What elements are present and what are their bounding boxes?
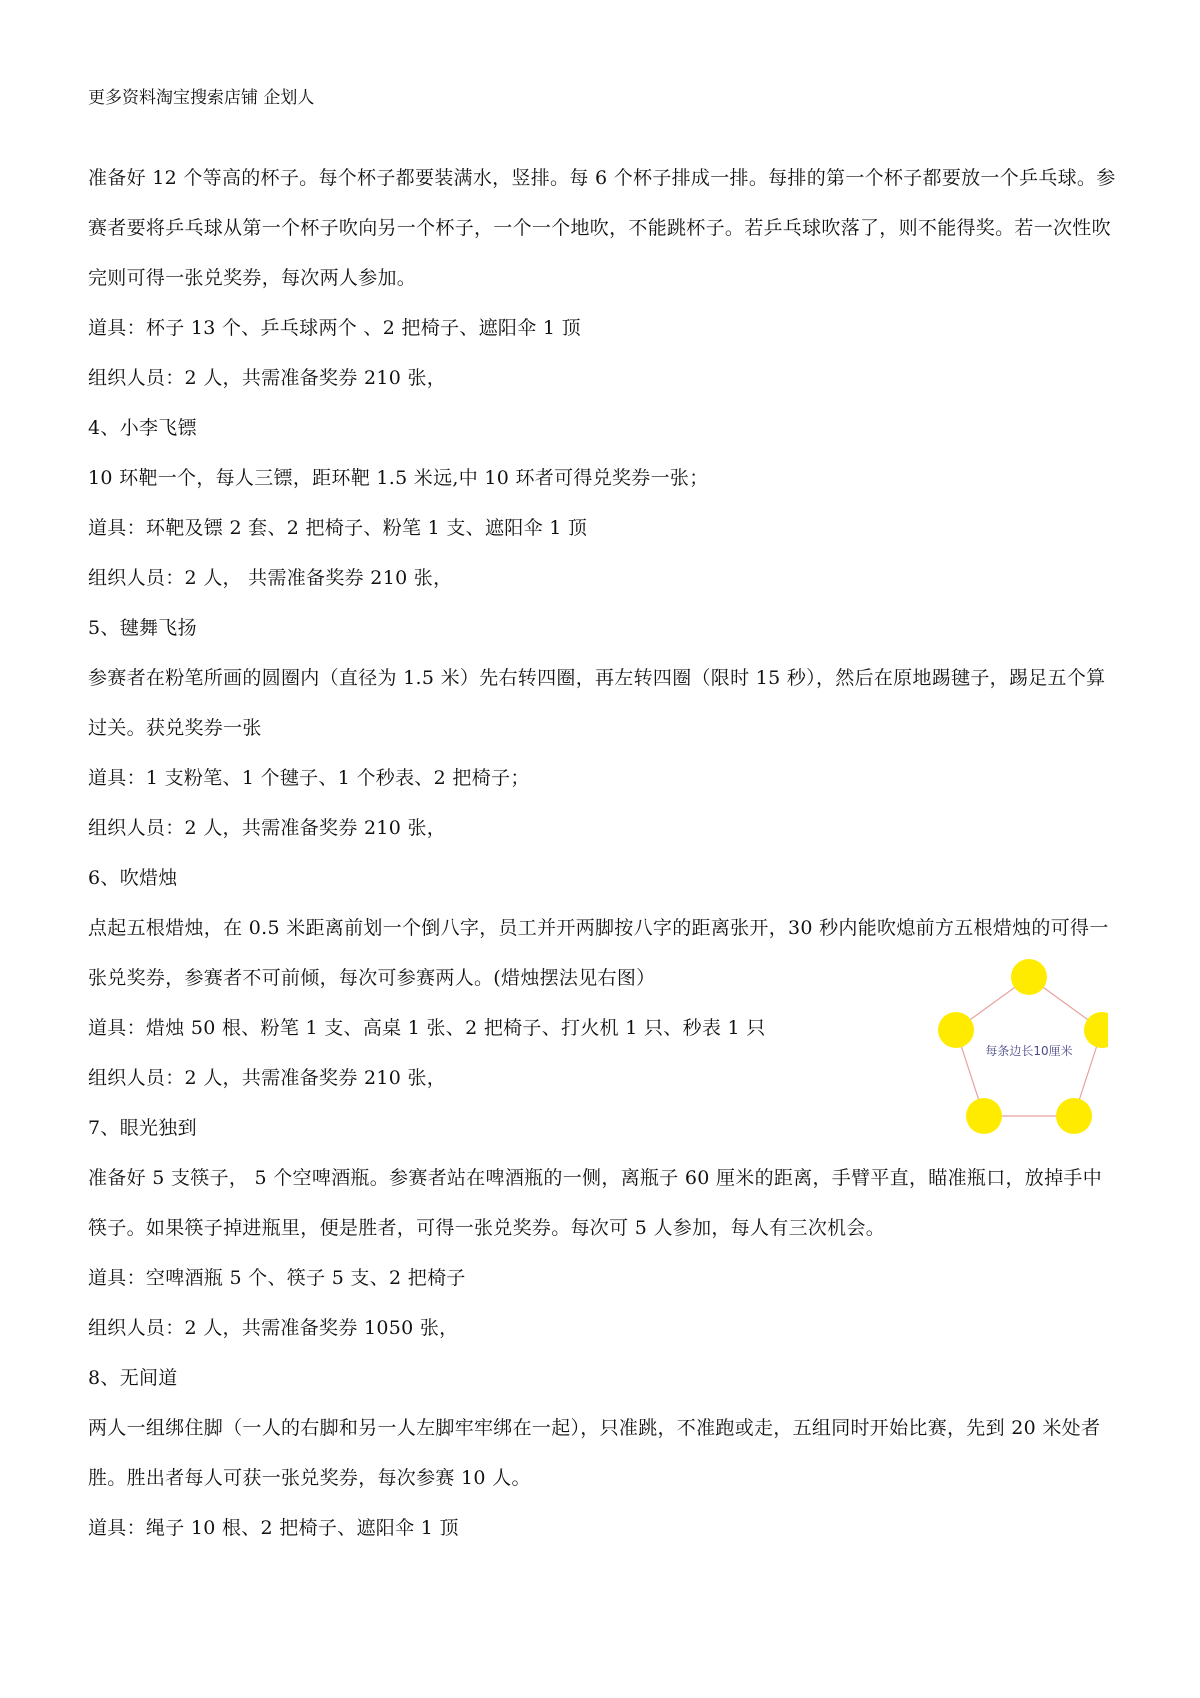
- paragraph-game3-staff: 组织人员：2 人，共需准备奖券 210 张，: [88, 367, 447, 389]
- paragraph-game8-props: 道具：绳子 10 根、2 把椅子、遮阳伞 1 顶: [88, 1517, 459, 1539]
- diagram-side-length-label: 每条边长10厘米: [985, 1044, 1073, 1058]
- paragraph-game3-description: 准备好 12 个等高的杯子。每个杯子都要装满水，竖排。每 6 个杯子排成一排。每排的第一个杯子都要放一个乒乓球。参赛者要将乒乓球从第一个杯子吹向另一个杯子，一个一个地吹，不能跳杯子。若乒乓球吹落了，则不能得奖。若一次性吹完则可得一张兑奖券，每次两人参加。: [88, 167, 1116, 289]
- paragraph-game6-staff: 组织人员：2 人，共需准备奖券 210 张，: [88, 1067, 447, 1089]
- candle-right: [1084, 1012, 1108, 1048]
- candle-left: [938, 1012, 974, 1048]
- section-heading-game8: 8、无间道: [88, 1367, 178, 1389]
- paragraph-game5-description: 参赛者在粉笔所画的圆圈内（直径为 1.5 米）先右转四圈，再左转四圈（限时 15 秒），然后在原地踢毽子，踢足五个算过关。获兑奖券一张: [88, 667, 1106, 739]
- paragraph-game4-description: 10 环靶一个，每人三镖，距环靶 1.5 米远,中 10 环者可得兑奖券一张；: [88, 467, 709, 489]
- section-heading-game5: 5、毽舞飞扬: [88, 617, 197, 639]
- paragraph-game5-staff: 组织人员：2 人，共需准备奖券 210 张，: [88, 817, 447, 839]
- candle-bottom-left: [966, 1098, 1002, 1134]
- paragraph-game7-staff: 组织人员：2 人，共需准备奖券 1050 张，: [88, 1317, 459, 1339]
- section-heading-game7: 7、眼光独到: [88, 1117, 197, 1139]
- paragraph-game3-props: 道具：杯子 13 个、乒乓球两个 、2 把椅子、遮阳伞 1 顶: [88, 317, 581, 339]
- page-header: 更多资料淘宝搜索店铺 企划人: [88, 88, 315, 108]
- paragraph-game6-props: 道具：焟烛 50 根、粉笔 1 支、高桌 1 张、2 把椅子、打火机 1 只、秒表 1 只: [88, 1017, 766, 1039]
- paragraph-game8-description: 两人一组绑住脚（一人的右脚和另一人左脚牢牢绑在一起），只准跳，不准跑或走，五组同时开始比赛，先到 20 米处者胜。胜出者每人可获一张兑奖券，每次参赛 10 人。: [88, 1417, 1101, 1489]
- paragraph-game5-props: 道具：1 支粉笔、1 个毽子、1 个秒表、2 把椅子；: [88, 767, 530, 789]
- paragraph-game7-description: 准备好 5 支筷子， 5 个空啤酒瓶。参赛者站在啤酒瓶的一侧，离瓶子 60 厘米的距离，手臂平直，瞄准瓶口，放掉手中筷子。如果筷子掉进瓶里，便是胜者，可得一张兑奖券。每次可 5 人参加，每人有三次机会。: [88, 1167, 1102, 1239]
- section-heading-game4: 4、小李飞镖: [88, 417, 197, 439]
- candle-bottom-right: [1056, 1098, 1092, 1134]
- candle-arrangement-diagram: [938, 955, 1108, 1135]
- candle-top: [1011, 959, 1047, 995]
- document-body: [88, 153, 1118, 1553]
- paragraph-game4-props: 道具：环靶及镖 2 套、2 把椅子、粉笔 1 支、遮阳伞 1 顶: [88, 517, 588, 539]
- paragraph-game7-props: 道具：空啤酒瓶 5 个、筷子 5 支、2 把椅子: [88, 1267, 466, 1289]
- section-heading-game6: 6、吹焟烛: [88, 867, 178, 889]
- pentagon-diagram-svg: [938, 955, 1108, 1135]
- paragraph-game6-description: 点起五根焟烛，在 0.5 米距离前划一个倒八字，员工并开两脚按八字的距离张开，30 秒内能吹熄前方五根焟烛的可得一张兑奖券，参赛者不可前倾，每次可参赛两人。(焟烛摆法见右图）: [88, 917, 1109, 989]
- paragraph-game4-staff: 组织人员：2 人， 共需准备奖券 210 张，: [88, 567, 453, 589]
